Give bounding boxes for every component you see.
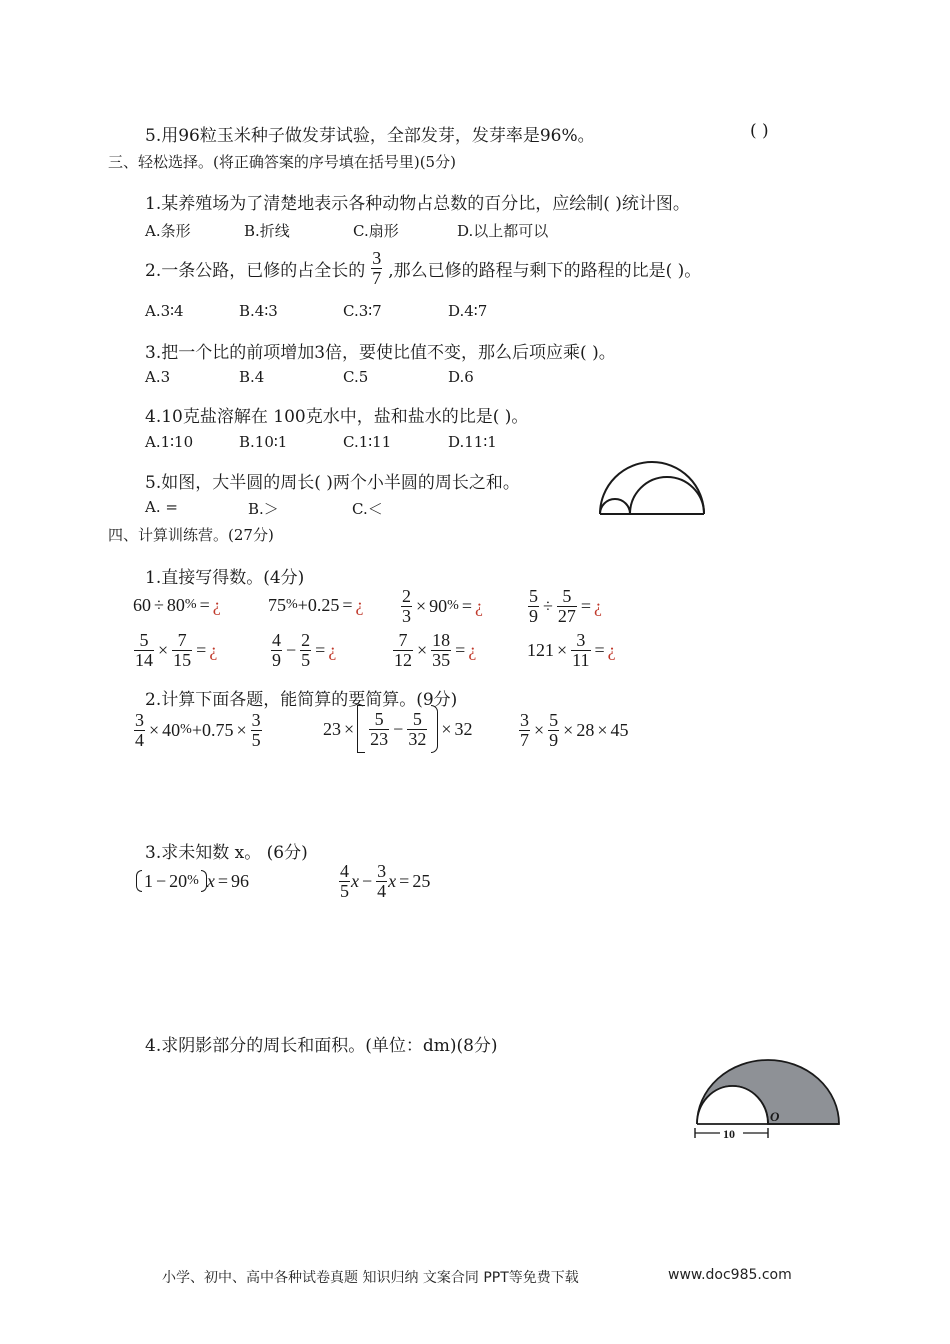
option[interactable]: A. =	[145, 498, 178, 516]
operand: 25	[412, 870, 431, 891]
numerator: 2	[301, 629, 311, 650]
option[interactable]: C.5	[343, 368, 369, 386]
equals: =	[580, 595, 592, 616]
variable-x: x	[206, 870, 215, 891]
option[interactable]: D.4∶7	[448, 302, 488, 320]
center-label-o: O	[770, 1109, 780, 1124]
calc-item-5	[133, 627, 217, 673]
option[interactable]: C.＜	[352, 500, 383, 518]
numerator: 3	[571, 631, 590, 651]
operand: 23	[323, 718, 341, 739]
operand: 45	[610, 719, 629, 740]
numerator: 2	[402, 585, 411, 606]
fraction	[528, 587, 539, 626]
operand: 1	[144, 870, 153, 891]
operator: ×	[149, 719, 160, 740]
denominator: 9	[529, 605, 538, 626]
answer-blank[interactable]: ¿	[328, 639, 337, 660]
denominator: 32	[408, 728, 427, 749]
option[interactable]: B.4∶3	[239, 302, 278, 320]
operator: +	[191, 719, 202, 740]
numerator: 7	[393, 631, 413, 651]
numerator: 18	[432, 629, 451, 650]
large-semicircle	[600, 462, 704, 514]
denominator: 15	[173, 649, 192, 670]
choice-q4-stem: 4.10克盐溶解在 100克水中，盐和盐水的比是( )。	[145, 407, 529, 427]
operator: −	[393, 718, 404, 739]
operand: 0.75	[201, 719, 234, 740]
operator: ×	[417, 639, 428, 660]
operator: ×	[236, 719, 247, 740]
fraction	[393, 631, 413, 670]
operator: −	[156, 870, 167, 891]
choice-q2-stem	[145, 246, 701, 290]
operator: ×	[534, 719, 545, 740]
option[interactable]: C.1∶11	[343, 433, 392, 451]
denominator: 11	[572, 649, 590, 670]
right-paren	[431, 705, 438, 753]
operator: ×	[158, 639, 169, 660]
left-bracket	[357, 705, 365, 753]
fraction	[300, 631, 311, 670]
denominator: 14	[135, 649, 153, 670]
percent-sign: %	[447, 598, 459, 613]
denominator: 5	[251, 729, 261, 750]
section3-title: 三、轻松选择。(将正确答案的序号填在括号里)(5分)	[108, 153, 456, 171]
option[interactable]: B.＞	[248, 500, 279, 518]
equals: =	[461, 595, 472, 616]
answer-blank[interactable]: ¿	[607, 639, 616, 660]
calc-p3-title: 3.求未知数 x。 (6分)	[145, 843, 308, 863]
choice-q1-stem: 1.某养殖场为了清楚地表示各种动物占总数的百分比，应绘制( )统计图。	[145, 194, 690, 214]
fraction	[371, 249, 382, 288]
equals: =	[455, 639, 466, 660]
fraction	[431, 631, 451, 670]
equals: =	[315, 639, 326, 660]
denominator: 4	[135, 729, 144, 750]
calc-expr-2	[323, 703, 472, 755]
percent-sign: %	[180, 722, 192, 737]
answer-blank[interactable]: ¿	[355, 594, 364, 615]
answer-blank[interactable]: ¿	[474, 595, 483, 616]
option[interactable]: A.条形	[145, 222, 191, 240]
equals: =	[399, 870, 410, 891]
fraction	[369, 710, 389, 749]
operand: 121	[527, 639, 554, 660]
semicircles-figure	[596, 456, 708, 518]
operand: 80	[166, 594, 185, 615]
section4-title: 四、计算训练营。(27分)	[108, 526, 274, 544]
operator: ×	[416, 595, 427, 616]
denominator: 3	[402, 605, 411, 626]
numerator: 7	[172, 631, 192, 651]
operand: 60	[133, 594, 151, 615]
small-semicircle-left	[600, 499, 630, 514]
shaded-region-figure	[690, 1052, 846, 1144]
option[interactable]: C.扇形	[353, 222, 399, 240]
percent-sign: %	[187, 873, 199, 888]
equals: =	[196, 639, 207, 660]
fraction	[172, 631, 192, 670]
numerator: 5	[549, 709, 559, 730]
equals: =	[217, 870, 228, 891]
option[interactable]: B.4	[239, 368, 265, 386]
fraction	[401, 587, 412, 626]
fraction	[134, 711, 145, 750]
operand: 90	[429, 595, 448, 616]
option[interactable]: B.10∶1	[239, 433, 288, 451]
operator: −	[286, 639, 297, 660]
numerator: 3	[251, 709, 261, 730]
option[interactable]: D.11∶1	[448, 433, 497, 451]
denominator: 23	[370, 728, 389, 749]
calc-expr-1	[133, 707, 263, 753]
variable-x: x	[351, 870, 359, 891]
numerator: 3	[135, 709, 144, 730]
calc-item-8	[527, 627, 616, 673]
footer-url[interactable]: www.doc985.com	[668, 1267, 792, 1283]
fraction	[339, 862, 350, 901]
answer-blank[interactable]: ¿	[468, 639, 477, 660]
calc-item-3	[400, 583, 483, 629]
operand: 75	[268, 594, 286, 615]
judge-q5	[145, 121, 595, 146]
operator: ÷	[154, 594, 164, 615]
operator: −	[362, 870, 373, 891]
calc-item-2	[268, 584, 363, 626]
equals: =	[342, 594, 353, 615]
equation-1	[136, 866, 249, 896]
calc-item-1	[133, 584, 221, 626]
calc-p4-title: 4.求阴影部分的周长和面积。(单位：dm)(8分)	[145, 1036, 498, 1056]
option[interactable]: B.折线	[244, 222, 290, 240]
operator: ÷	[543, 595, 553, 616]
operand: 40	[162, 719, 181, 740]
calc-item-6	[270, 627, 336, 673]
option[interactable]: A.3∶4	[145, 302, 184, 320]
judge-q5-text: 5.用96粒玉米种子做发芽试验，全部发芽，发芽率是96%。	[145, 126, 595, 146]
fraction	[571, 631, 590, 670]
operator: ×	[344, 718, 355, 739]
fraction	[376, 862, 387, 901]
option[interactable]: A.3	[145, 368, 171, 386]
numerator: 5	[134, 631, 154, 651]
fraction	[407, 710, 427, 749]
choice-q3-stem: 3.把一个比的前项增加3倍，要使比值不变，那么后项应乘( )。	[145, 343, 616, 363]
operator: ×	[597, 719, 608, 740]
numerator: 5	[407, 710, 427, 730]
denominator: 5	[301, 649, 311, 670]
fraction	[134, 631, 154, 670]
denominator: 12	[394, 649, 412, 670]
numerator: 5	[529, 585, 538, 606]
denominator: 7	[520, 729, 529, 750]
equals: =	[594, 639, 605, 660]
operator: ×	[563, 719, 574, 740]
dimension-label: 10	[723, 1127, 735, 1141]
operand: 20	[169, 870, 188, 891]
calc-p2-title: 2.计算下面各题，能简算的要简算。(9分)	[145, 690, 458, 710]
calc-item-4	[527, 583, 602, 629]
percent-sign: %	[286, 597, 298, 612]
numerator: 4	[340, 860, 349, 881]
denominator: 35	[432, 649, 451, 670]
calc-p1-title: 1.直接写得数。(4分)	[145, 568, 305, 588]
operand: 96	[230, 870, 249, 891]
numerator: 3	[372, 247, 382, 268]
denominator: 7	[372, 267, 382, 288]
fraction	[251, 711, 262, 750]
answer-blank[interactable]: ¿	[212, 594, 221, 615]
numerator: 3	[377, 860, 387, 881]
fraction	[271, 631, 282, 670]
judge-q5-answer-paren[interactable]: ( )	[750, 121, 769, 141]
stem-text: ,那么已修的路程与剩下的路程的比是( )。	[388, 260, 702, 281]
answer-blank[interactable]: ¿	[594, 595, 603, 616]
numerator: 3	[520, 709, 529, 730]
option[interactable]: C.3∶7	[343, 302, 382, 320]
operand: 28	[576, 719, 595, 740]
stem-text: 2.一条公路，已修的占全长的	[145, 260, 366, 281]
operand: 0.25	[307, 594, 340, 615]
footer-text: 小学、初中、高中各种试卷真题 知识归纳 文案合同 PPT等免费下载	[162, 1270, 579, 1286]
left-paren	[136, 870, 142, 892]
denominator: 4	[377, 880, 387, 901]
choice-q5-stem: 5.如图，大半圆的周长( )两个小半圆的周长之和。	[145, 473, 520, 493]
denominator: 9	[549, 729, 559, 750]
equation-2	[338, 858, 430, 904]
denominator: 27	[557, 605, 576, 626]
answer-blank[interactable]: ¿	[209, 639, 218, 660]
numerator: 4	[272, 629, 281, 650]
fraction	[557, 587, 577, 626]
option[interactable]: A.1∶10	[145, 433, 194, 451]
calc-expr-3	[518, 707, 628, 753]
denominator: 9	[272, 649, 281, 670]
fraction	[519, 711, 530, 750]
variable-x: x	[388, 870, 397, 891]
operand: 32	[454, 718, 473, 739]
numerator: 5	[557, 587, 577, 607]
operator: ×	[557, 639, 568, 660]
option[interactable]: D.6	[448, 368, 474, 386]
option[interactable]: D.以上都可以	[457, 222, 549, 240]
fraction	[548, 711, 559, 750]
equals: =	[199, 594, 210, 615]
denominator: 5	[340, 880, 349, 901]
operator: ×	[441, 718, 452, 739]
percent-sign: %	[184, 597, 197, 612]
operator: +	[297, 594, 308, 615]
calc-item-7	[392, 627, 476, 673]
numerator: 5	[369, 710, 389, 730]
